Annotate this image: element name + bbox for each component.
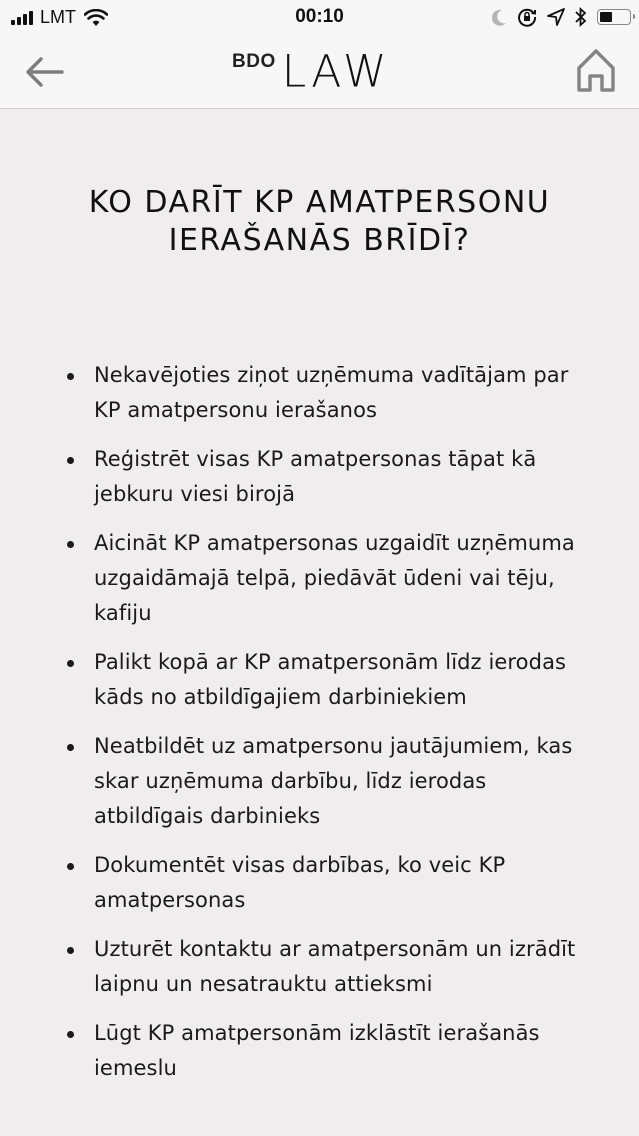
step-text: Dokumentēt visas darbības, ko veic KP amatpersonas — [94, 853, 506, 912]
bullet-icon — [67, 863, 74, 870]
moon-icon — [491, 8, 507, 26]
list-item — [94, 645, 599, 715]
list-item — [94, 729, 599, 834]
step-text: Lūgt KP amatpersonām izklāstīt ierašanās iemeslu — [94, 1021, 540, 1080]
list-item — [94, 442, 599, 512]
bullet-icon — [67, 373, 74, 380]
bluetooth-icon — [575, 7, 587, 27]
step-text: Palikt kopā ar KP amatpersonām līdz ierodas kāds no atbildīgajiem darbiniekiem — [94, 650, 567, 709]
bullet-icon — [67, 744, 74, 751]
list-item — [94, 358, 599, 428]
logo-bdo-text: BDO — [232, 51, 276, 72]
bullet-icon — [67, 660, 74, 667]
step-text: Nekavējoties ziņot uzņēmuma vadītājam par KP amatpersonu ierašanos — [94, 363, 569, 422]
status-time: 00:10 — [295, 6, 344, 27]
home-icon — [575, 48, 617, 94]
back-button[interactable] — [22, 50, 68, 94]
rotation-lock-icon — [517, 7, 537, 27]
bdo-law-logo — [232, 46, 390, 98]
step-text: Aicināt KP amatpersonas uzgaidīt uzņēmuma uzgaidāmajā telpā, piedāvāt ūdeni vai tēju, kafiju — [94, 531, 575, 625]
status-right — [491, 7, 631, 27]
page-title: KO DARĪT KP AMATPERSONU IERAŠANĀS BRĪDĪ? — [88, 185, 551, 258]
bullet-icon — [67, 457, 74, 464]
list-item — [94, 932, 599, 1002]
location-icon — [547, 8, 565, 26]
battery-level — [600, 12, 612, 22]
battery-icon — [597, 9, 631, 25]
step-text: Neatbildēt uz amatpersonu jautājumiem, kas skar uzņēmuma darbību, līdz ierodas atbildīgais darbinieks — [94, 734, 573, 828]
bullet-icon — [67, 1031, 74, 1038]
home-button[interactable] — [575, 48, 617, 94]
list-item — [94, 526, 599, 631]
status-bar — [0, 0, 639, 36]
bullet-icon — [67, 541, 74, 548]
list-item — [94, 848, 599, 918]
bullet-icon — [67, 947, 74, 954]
list-item — [94, 1016, 599, 1086]
steps-list — [0, 358, 639, 1086]
step-text: Uzturēt kontaktu ar amatpersonām un izrādīt laipnu un nesatrauktu attieksmi — [94, 937, 576, 996]
carrier-name: LMT — [40, 7, 76, 27]
arrow-left-icon — [22, 50, 68, 94]
main-content — [0, 110, 639, 1100]
step-text: Reģistrēt visas KP amatpersonas tāpat kā jebkuru viesi birojā — [94, 447, 537, 506]
nav-bar — [0, 36, 639, 109]
logo-law-text: LAW — [281, 45, 391, 98]
